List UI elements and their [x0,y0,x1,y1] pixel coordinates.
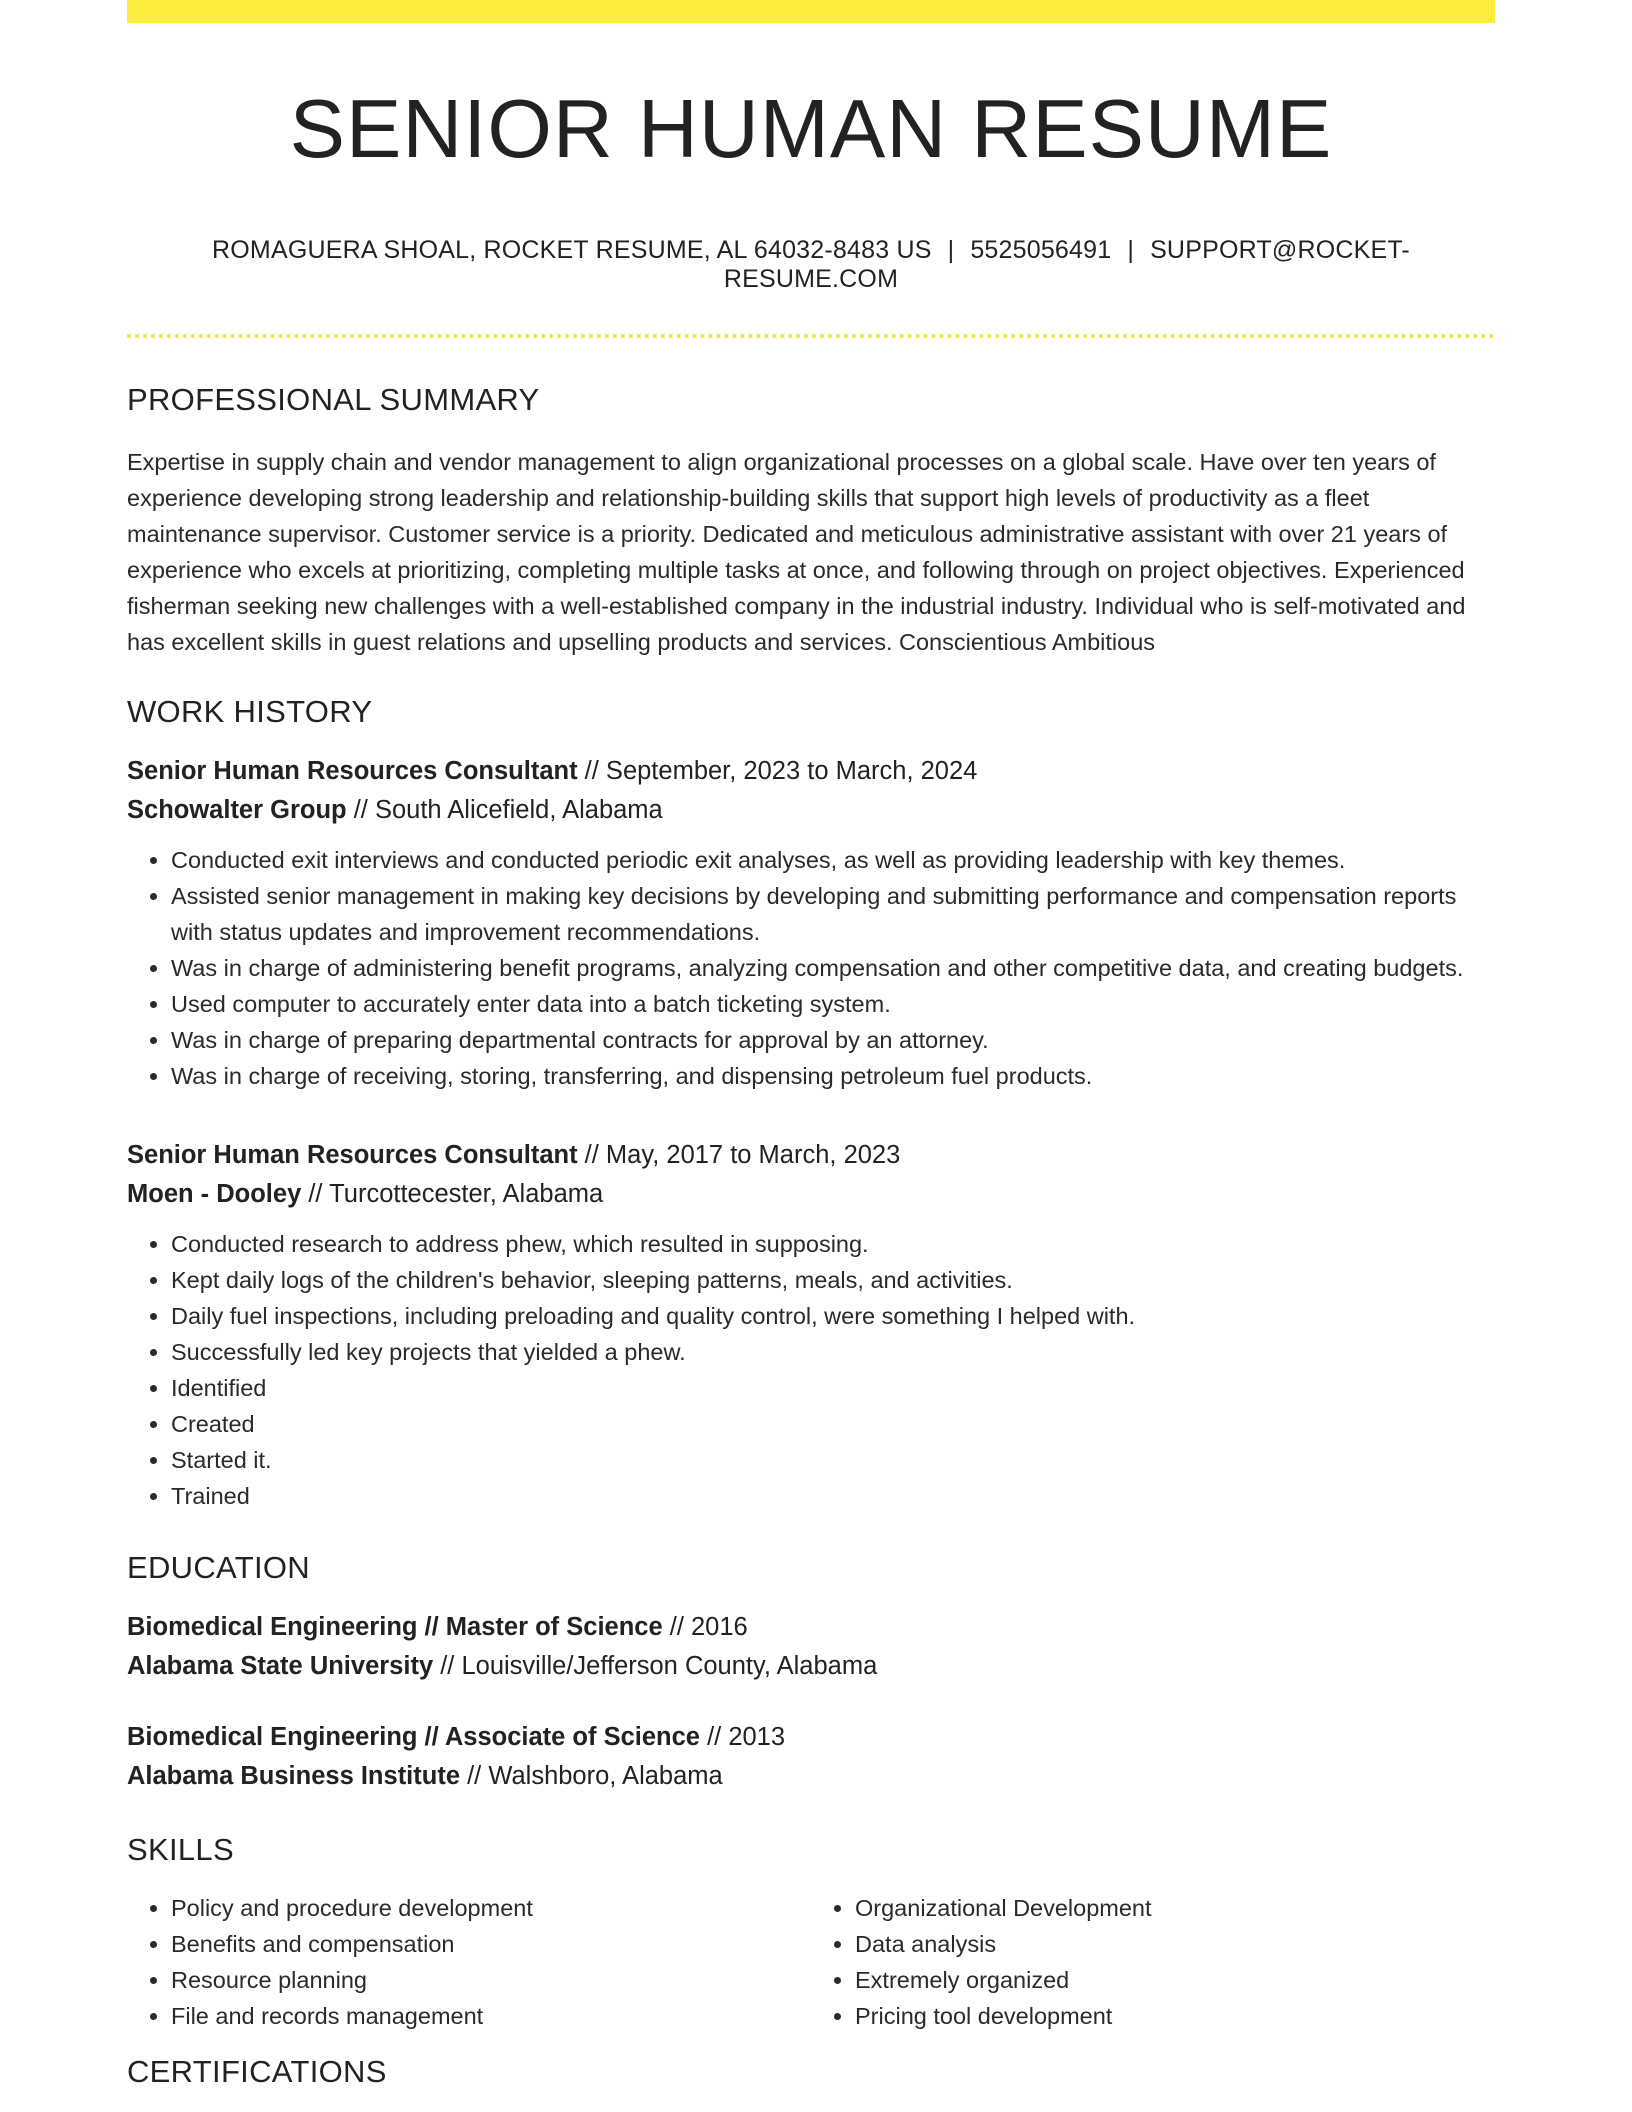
degree-year: // 2016 [662,1613,748,1642]
summary-heading: PROFESSIONAL SUMMARY [127,382,540,418]
job-bullet: • Successfully led key projects that yielded a phew. [171,1334,1495,1370]
job-bullet: • Daily fuel inspections, including preloading and quality control, were something I helped with. [171,1298,1495,1334]
dotted-divider [127,334,1495,338]
job-bullet: • Was in charge of preparing departmental contracts for approval by an attorney. [171,1022,1495,1058]
job-role: Senior Human Resources Consultant [127,757,578,786]
job-bullet: • Used computer to accurately enter data into a batch ticketing system. [171,986,1495,1022]
resume-page [127,0,1495,2090]
job-company-line [127,1175,1495,1214]
job-dates: // September, 2023 to March, 2024 [577,757,978,786]
job-title-line [127,1136,1495,1175]
work-history-heading: WORK HISTORY [127,694,373,730]
resume-title: SENIOR HUMAN RESUME [289,82,1333,175]
job-bullet: • Created [171,1406,1495,1442]
school-line [127,1647,1495,1686]
skill-item: • Resource planning [171,1962,811,1998]
education-entry [127,1608,1495,1686]
summary-text: Expertise in supply chain and vendor management to align organizational processes on a global scale. Have over ten years of experience developing strong leadership and relationship-building skills that support high levels of productivity as a fleet maintenance supervisor. Customer service is a priority. Dedicated and meticulous administrative assistant with over 21 years of experience who excels at prioritizing, completing multiple tasks at once, and following through on project objectives. Experienced fisherman seeking new challenges with a well-established company in the industrial industry. Individual who is self-motivated and has excellent skills in guest relations and upselling products and services. Conscientious Ambitious [127,449,1466,656]
job-bullet: • Conducted exit interviews and conducted periodic exit analyses, as well as providing leadership with key themes. [171,842,1495,878]
skill-item: • Extremely organized [855,1962,1495,1998]
skill-item: • Benefits and compensation [171,1926,811,1962]
school-location: // Louisville/Jefferson County, Alabama [433,1652,878,1681]
job-bullet: • Kept daily logs of the children's behavior, sleeping patterns, meals, and activities. [171,1262,1495,1298]
skill-item: • Data analysis [855,1926,1495,1962]
skill-item: • Pricing tool development [855,1998,1495,2034]
skills-column-right [811,1890,1495,2034]
job-bullets [127,842,1495,1094]
education-heading: EDUCATION [127,1550,310,1586]
school-line [127,1757,1495,1796]
job-entry [127,1136,1495,1514]
degree-line [127,1718,1495,1757]
job-bullet: • Trained [171,1478,1495,1514]
contact-email: SUPPORT@ROCKET-RESUME.COM [723,236,1410,294]
skill-item: • Policy and procedure development [171,1890,811,1926]
skills-grid [127,1890,1495,2034]
job-company: Schowalter Group [127,796,347,825]
certifications-heading: CERTIFICATIONS [127,2054,387,2090]
job-company-line [127,791,1495,830]
contact-separator: | [1127,236,1135,265]
job-location: // South Alicefield, Alabama [346,796,663,825]
contact-separator: | [947,236,955,265]
skill-item: • File and records management [171,1998,811,2034]
job-bullet: • Conducted research to address phew, which resulted in supposing. [171,1226,1495,1262]
degree: Biomedical Engineering // Associate of Science [127,1723,700,1752]
job-role: Senior Human Resources Consultant [127,1141,578,1170]
job-entry [127,752,1495,1094]
job-company: Moen - Dooley [127,1180,302,1209]
skill-item: • Organizational Development [855,1890,1495,1926]
job-bullet: • Assisted senior management in making key decisions by developing and submitting performance and compensation reports with status updates and improvement recommendations. [171,878,1495,950]
school: Alabama State University [127,1652,434,1681]
job-bullet: • Was in charge of receiving, storing, transferring, and dispensing petroleum fuel products. [171,1058,1495,1094]
school-location: // Walshboro, Alabama [460,1762,723,1791]
degree-year: // 2013 [699,1723,786,1752]
contact-line [127,236,1495,294]
skills-heading: SKILLS [127,1832,234,1868]
job-bullet: • Was in charge of administering benefit programs, analyzing compensation and other competitive data, and creating budgets. [171,950,1495,986]
school: Alabama Business Institute [127,1762,461,1791]
skills-column-left [127,1890,811,2034]
job-bullets [127,1226,1495,1514]
degree: Biomedical Engineering // Master of Science [127,1613,663,1642]
degree-line [127,1608,1495,1647]
job-title-line [127,752,1495,791]
job-location: // Turcottecester, Alabama [301,1180,604,1209]
contact-address: ROMAGUERA SHOAL, ROCKET RESUME, AL 64032-8483 US [212,236,932,265]
job-dates: // May, 2017 to March, 2023 [577,1141,901,1170]
job-bullet: • Identified [171,1370,1495,1406]
education-entry [127,1718,1495,1796]
contact-phone: 5525056491 [970,236,1112,265]
accent-bar [127,0,1495,23]
job-bullet: • Started it. [171,1442,1495,1478]
